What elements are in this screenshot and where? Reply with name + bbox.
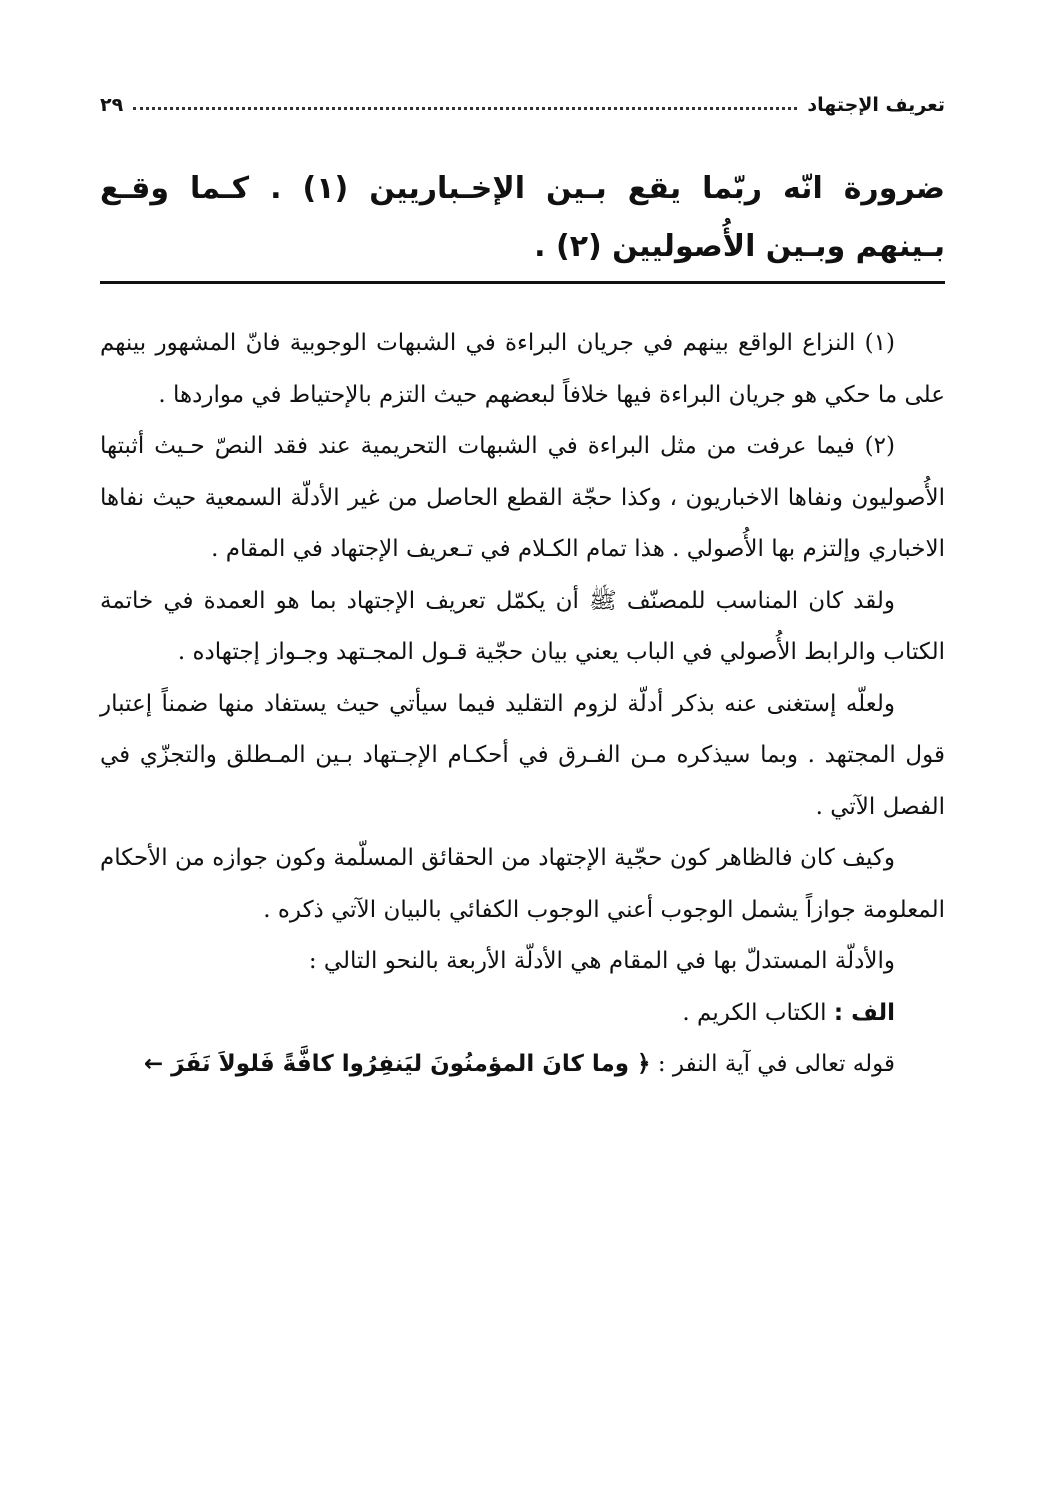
paragraph-1: ولقد كان المناسب للمصنّف ﷺ أن يكمّل تعريف الإجتهاد بما هو العمدة في خاتمة الكتاب والرابط الأُصولي في الباب يعني بيان حجّية قـول المجـتهد وجـواز إجتهاده .: [100, 587, 945, 665]
page-number: ٢٩: [100, 94, 124, 116]
main-text: ضرورة انّه ربّما يقع بـين الإخـباريين (١) . كـما وقـع بـينهم وبـين الأُصوليين (٢) .: [100, 171, 945, 264]
footnote-2: (٢) فيما عرفت من مثل البراءة في الشبهات التحريمية عند فقد النصّ حـيث أثبتها الأُصوليون ونفاها الاخباريون ، وكذا حجّة القطع الحاصل من غير الأدلّة السمعية حيث نفاها الاخباري وإلتزم بها الأُصولي . هذا تمام الكـلام في تـعريف الإجتهاد في المقام .: [100, 433, 945, 562]
header-leader-dots: [133, 107, 797, 110]
footnote-1: (١) النزاع الواقع بينهم في جريان البراءة في الشبهات الوجوبية فانّ المشهور بينهم على ما حكي هو جريان البراءة فيها خلافاً لبعضهم حيث التزم بالإحتياط في مواردها .: [100, 330, 945, 408]
item-a-label: الف :: [833, 999, 895, 1026]
paragraph-2: ولعلّه إستغنى عنه بذكر أدلّة لزوم التقليد فيما سيأتي حيث يستفاد منها ضمناً إعتبار قول المجتهد . وبما سيذكره مـن الفـرق في أحكـام الإجـتهاد بـين المـطلق والتجزّي في الفصل الآتي .: [100, 690, 945, 820]
verse-line: [100, 1039, 945, 1091]
verse-intro: قوله تعالى في آية النفر :: [650, 1051, 895, 1077]
item-a: [100, 988, 945, 1040]
item-a-text: الكتاب الكريم .: [682, 999, 827, 1026]
verse-text: ﴿ وما كانَ المؤمنُونَ ليَنفِرُوا كافَّةً فَلولاَ نَفَرَ ←: [143, 1051, 651, 1077]
footnote-separator: [100, 281, 945, 284]
running-title: تعريف الإجتهاد: [807, 94, 945, 116]
page-header: [100, 86, 945, 116]
body-text: [100, 318, 945, 1091]
paragraph-4: والأدلّة المستدلّ بها في المقام هي الأدلّة الأربعة بالنحو التالي :: [308, 948, 895, 974]
paragraph-3: وكيف كان فالظاهر كون حجّية الإجتهاد من الحقائق المسلّمة وكون جوازه من الأحكام المعلومة جوازاً يشمل الوجوب أعني الوجوب الكفائي بالبيان الآتي ذكره .: [100, 845, 945, 923]
